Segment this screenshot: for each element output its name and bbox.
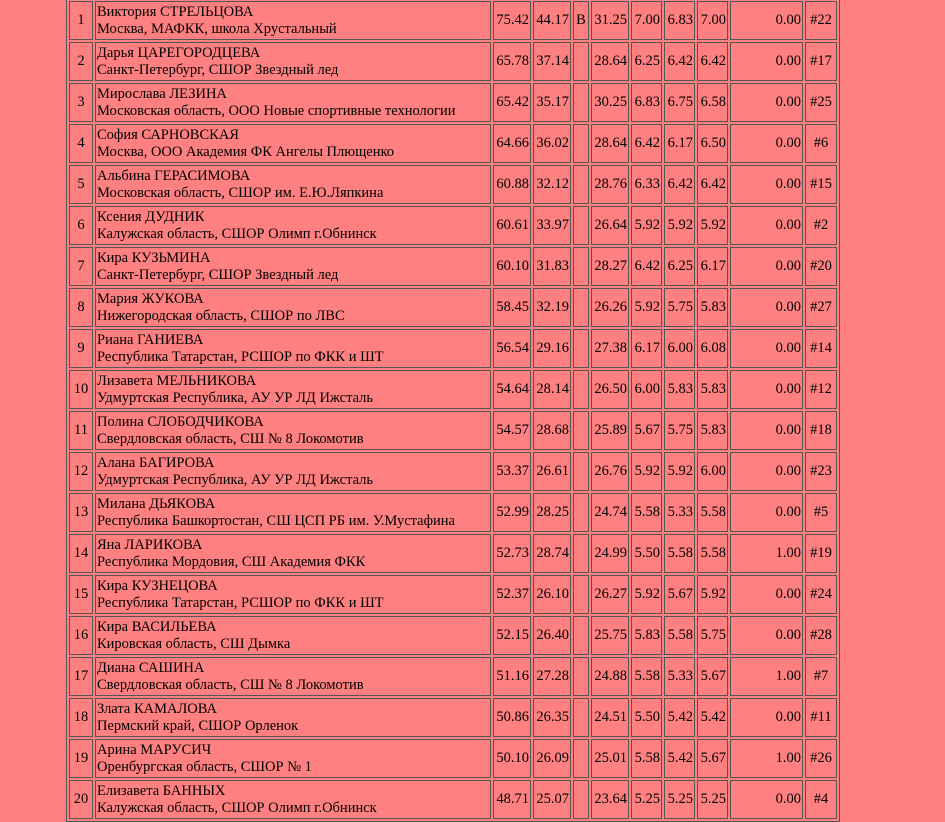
component-3-cell: 6.08 [697,329,728,368]
flag-cell [573,780,589,819]
skater-name: Яна ЛАРИКОВА [97,536,203,553]
element-score-cell: 32.19 [533,288,571,327]
place-cell: 4 [69,124,93,163]
element-score-cell: 31.83 [533,247,571,286]
component-3-cell: 5.67 [697,739,728,778]
component-1-cell: 6.17 [631,329,662,368]
start-number-cell: #24 [805,575,837,614]
table-row [69,616,837,655]
flag-cell [573,124,589,163]
total-score-cell: 58.45 [493,288,531,327]
skater-name: Кира ВАСИЛЬЕВА [97,618,217,635]
element-score-cell: 28.25 [533,493,571,532]
component-2-cell: 5.92 [664,206,695,245]
flag-cell [573,42,589,81]
skater-club: Калужская область, СШОР Олимп г.Обнинск [97,225,377,242]
skater-name: Виктория СТРЕЛЬЦОВА [97,3,254,20]
skater-club: Московская область, ООО Новые спортивные технологии [97,102,456,119]
skater-club: Удмуртская Республика, АУ УР ЛД Ижсталь [97,471,374,488]
skater-club: Республика Мордовия, СШ Академия ФКК [97,553,366,570]
skater-name: София САРНОВСКАЯ [97,126,239,143]
skater-cell [95,124,491,163]
skater-cell [95,452,491,491]
deductions-cell: 0.00 [730,370,803,409]
component-1-cell: 5.50 [631,698,662,737]
deductions-cell: 0.00 [730,42,803,81]
component-3-cell: 5.75 [697,616,728,655]
component-1-cell: 5.92 [631,452,662,491]
component-2-cell: 5.33 [664,493,695,532]
component-1-cell: 5.58 [631,493,662,532]
start-number-cell: #26 [805,739,837,778]
skater-cell [95,493,491,532]
component-2-cell: 6.25 [664,247,695,286]
component-score-cell: 27.38 [591,329,629,368]
deductions-cell: 1.00 [730,534,803,573]
table-row [69,780,837,819]
skater-cell [95,247,491,286]
deductions-cell: 0.00 [730,780,803,819]
component-3-cell: 5.92 [697,575,728,614]
place-cell: 18 [69,698,93,737]
start-number-cell: #2 [805,206,837,245]
flag-cell [573,452,589,491]
component-score-cell: 26.26 [591,288,629,327]
deductions-cell: 1.00 [730,739,803,778]
place-cell: 12 [69,452,93,491]
table-row [69,124,837,163]
start-number-cell: #12 [805,370,837,409]
flag-cell: B [573,1,589,40]
place-cell: 1 [69,1,93,40]
component-score-cell: 26.64 [591,206,629,245]
skater-cell [95,657,491,696]
skater-club: Республика Татарстан, РСШОР по ФКК и ШТ [97,594,384,611]
element-score-cell: 36.02 [533,124,571,163]
component-3-cell: 6.42 [697,42,728,81]
component-2-cell: 5.75 [664,288,695,327]
deductions-cell: 0.00 [730,83,803,122]
skater-name: Диана САШИНА [97,659,205,676]
start-number-cell: #11 [805,698,837,737]
deductions-cell: 1.00 [730,657,803,696]
skater-club: Москва, ООО Академия ФК Ангелы Плющенко [97,143,395,160]
table-row [69,83,837,122]
skater-cell [95,411,491,450]
component-score-cell: 28.76 [591,165,629,204]
flag-cell [573,83,589,122]
place-cell: 17 [69,657,93,696]
skater-cell [95,165,491,204]
start-number-cell: #27 [805,288,837,327]
skater-cell [95,206,491,245]
table-row [69,329,837,368]
component-score-cell: 23.64 [591,780,629,819]
deductions-cell: 0.00 [730,1,803,40]
total-score-cell: 51.16 [493,657,531,696]
place-cell: 20 [69,780,93,819]
place-cell: 5 [69,165,93,204]
table-row [69,206,837,245]
deductions-cell: 0.00 [730,288,803,327]
element-score-cell: 32.12 [533,165,571,204]
skater-club: Удмуртская Республика, АУ УР ЛД Ижсталь [97,389,374,406]
component-2-cell: 6.75 [664,83,695,122]
skater-club: Москва, МАФКК, школа Хрустальный [97,20,337,37]
component-1-cell: 6.42 [631,124,662,163]
component-1-cell: 6.00 [631,370,662,409]
start-number-cell: #15 [805,165,837,204]
skater-name: Риана ГАНИЕВА [97,331,204,348]
total-score-cell: 52.99 [493,493,531,532]
flag-cell [573,206,589,245]
total-score-cell: 60.10 [493,247,531,286]
skater-club: Московская область, СШОР им. Е.Ю.Ляпкина [97,184,384,201]
element-score-cell: 28.14 [533,370,571,409]
component-1-cell: 7.00 [631,1,662,40]
flag-cell [573,616,589,655]
total-score-cell: 54.64 [493,370,531,409]
table-row [69,1,837,40]
flag-cell [573,657,589,696]
total-score-cell: 50.10 [493,739,531,778]
component-2-cell: 5.92 [664,452,695,491]
skater-name: Полина СЛОБОДЧИКОВА [97,413,264,430]
component-3-cell: 6.00 [697,452,728,491]
flag-cell [573,165,589,204]
place-cell: 13 [69,493,93,532]
skater-name: Кира КУЗЬМИНА [97,249,211,266]
skater-cell [95,83,491,122]
component-3-cell: 5.83 [697,288,728,327]
start-number-cell: #25 [805,83,837,122]
component-1-cell: 5.92 [631,575,662,614]
start-number-cell: #4 [805,780,837,819]
start-number-cell: #5 [805,493,837,532]
total-score-cell: 75.42 [493,1,531,40]
component-3-cell: 6.17 [697,247,728,286]
component-2-cell: 5.33 [664,657,695,696]
total-score-cell: 52.37 [493,575,531,614]
element-score-cell: 35.17 [533,83,571,122]
start-number-cell: #19 [805,534,837,573]
flag-cell [573,493,589,532]
place-cell: 7 [69,247,93,286]
skater-name: Лизавета МЕЛЬНИКОВА [97,372,257,389]
component-1-cell: 5.83 [631,616,662,655]
component-score-cell: 26.50 [591,370,629,409]
skater-name: Злата КАМАЛОВА [97,700,217,717]
start-number-cell: #6 [805,124,837,163]
component-2-cell: 5.58 [664,534,695,573]
start-number-cell: #28 [805,616,837,655]
skater-cell [95,780,491,819]
component-1-cell: 5.67 [631,411,662,450]
skater-name: Мирослава ЛЕЗИНА [97,85,227,102]
component-2-cell: 5.83 [664,370,695,409]
component-1-cell: 5.92 [631,288,662,327]
element-score-cell: 28.68 [533,411,571,450]
flag-cell [573,575,589,614]
place-cell: 14 [69,534,93,573]
total-score-cell: 53.37 [493,452,531,491]
component-3-cell: 5.67 [697,657,728,696]
start-number-cell: #14 [805,329,837,368]
component-1-cell: 5.58 [631,739,662,778]
table-row [69,370,837,409]
skater-cell [95,288,491,327]
element-score-cell: 26.35 [533,698,571,737]
component-1-cell: 5.50 [631,534,662,573]
flag-cell [573,698,589,737]
total-score-cell: 52.73 [493,534,531,573]
skater-club: Калужская область, СШОР Олимп г.Обнинск [97,799,377,816]
flag-cell [573,329,589,368]
component-2-cell: 5.25 [664,780,695,819]
place-cell: 8 [69,288,93,327]
start-number-cell: #17 [805,42,837,81]
component-score-cell: 25.89 [591,411,629,450]
total-score-cell: 54.57 [493,411,531,450]
component-score-cell: 28.64 [591,124,629,163]
component-1-cell: 6.33 [631,165,662,204]
skater-cell [95,1,491,40]
component-score-cell: 28.27 [591,247,629,286]
component-2-cell: 6.42 [664,165,695,204]
component-score-cell: 24.51 [591,698,629,737]
skater-club: Свердловская область, СШ № 8 Локомотив [97,676,364,693]
component-score-cell: 26.27 [591,575,629,614]
deductions-cell: 0.00 [730,575,803,614]
total-score-cell: 48.71 [493,780,531,819]
skater-name: Дарья ЦАРЕГОРОДЦЕВА [97,44,261,61]
skater-club: Пермский край, СШОР Орленок [97,717,299,734]
component-3-cell: 6.58 [697,83,728,122]
deductions-cell: 0.00 [730,206,803,245]
skater-name: Мария ЖУКОВА [97,290,204,307]
component-1-cell: 6.42 [631,247,662,286]
start-number-cell: #18 [805,411,837,450]
total-score-cell: 56.54 [493,329,531,368]
component-score-cell: 25.01 [591,739,629,778]
component-2-cell: 6.17 [664,124,695,163]
component-3-cell: 5.58 [697,493,728,532]
component-1-cell: 6.83 [631,83,662,122]
place-cell: 6 [69,206,93,245]
place-cell: 19 [69,739,93,778]
component-1-cell: 5.92 [631,206,662,245]
component-2-cell: 5.75 [664,411,695,450]
skater-cell [95,534,491,573]
element-score-cell: 26.10 [533,575,571,614]
skater-cell [95,575,491,614]
flag-cell [573,288,589,327]
skater-club: Республика Татарстан, РСШОР по ФКК и ШТ [97,348,384,365]
table-row [69,534,837,573]
results-container [66,0,840,822]
place-cell: 16 [69,616,93,655]
skater-name: Кира КУЗНЕЦОВА [97,577,218,594]
component-score-cell: 24.99 [591,534,629,573]
component-score-cell: 24.88 [591,657,629,696]
skater-name: Милана ДЬЯКОВА [97,495,216,512]
table-row [69,698,837,737]
skater-name: Елизавета БАННЫХ [97,782,226,799]
table-row [69,739,837,778]
results-table-body [69,1,837,819]
deductions-cell: 0.00 [730,698,803,737]
component-3-cell: 7.00 [697,1,728,40]
place-cell: 15 [69,575,93,614]
skater-club: Оренбургская область, СШОР № 1 [97,758,312,775]
component-3-cell: 5.25 [697,780,728,819]
table-row [69,247,837,286]
total-score-cell: 65.78 [493,42,531,81]
table-row [69,288,837,327]
results-table [66,0,840,822]
component-score-cell: 31.25 [591,1,629,40]
flag-cell [573,370,589,409]
deductions-cell: 0.00 [730,493,803,532]
skater-name: Ксения ДУДНИК [97,208,205,225]
table-row [69,575,837,614]
element-score-cell: 28.74 [533,534,571,573]
skater-club: Нижегородская область, СШОР по ЛВС [97,307,345,324]
component-2-cell: 6.42 [664,42,695,81]
component-2-cell: 6.83 [664,1,695,40]
total-score-cell: 60.61 [493,206,531,245]
flag-cell [573,534,589,573]
element-score-cell: 26.09 [533,739,571,778]
component-2-cell: 6.00 [664,329,695,368]
component-2-cell: 5.42 [664,698,695,737]
deductions-cell: 0.00 [730,452,803,491]
skater-cell [95,329,491,368]
component-score-cell: 28.64 [591,42,629,81]
skater-cell [95,739,491,778]
start-number-cell: #7 [805,657,837,696]
start-number-cell: #20 [805,247,837,286]
component-score-cell: 25.75 [591,616,629,655]
component-2-cell: 5.58 [664,616,695,655]
skater-cell [95,698,491,737]
component-1-cell: 6.25 [631,42,662,81]
skater-cell [95,370,491,409]
flag-cell [573,411,589,450]
component-1-cell: 5.58 [631,657,662,696]
element-score-cell: 27.28 [533,657,571,696]
component-3-cell: 6.42 [697,165,728,204]
skater-name: Алана БАГИРОВА [97,454,215,471]
deductions-cell: 0.00 [730,247,803,286]
component-2-cell: 5.42 [664,739,695,778]
skater-club: Свердловская область, СШ № 8 Локомотив [97,430,364,447]
table-row [69,411,837,450]
skater-cell [95,42,491,81]
component-3-cell: 5.42 [697,698,728,737]
element-score-cell: 29.16 [533,329,571,368]
table-row [69,165,837,204]
deductions-cell: 0.00 [730,616,803,655]
component-3-cell: 6.50 [697,124,728,163]
component-3-cell: 5.58 [697,534,728,573]
element-score-cell: 44.17 [533,1,571,40]
flag-cell [573,247,589,286]
component-score-cell: 26.76 [591,452,629,491]
skater-name: Арина МАРУСИЧ [97,741,212,758]
skater-club: Кировская область, СШ Дымка [97,635,291,652]
skater-club: Санкт-Петербург, СШОР Звездный лед [97,61,339,78]
component-3-cell: 5.92 [697,206,728,245]
component-2-cell: 5.67 [664,575,695,614]
deductions-cell: 0.00 [730,411,803,450]
table-row [69,42,837,81]
table-row [69,657,837,696]
component-score-cell: 30.25 [591,83,629,122]
place-cell: 11 [69,411,93,450]
skater-cell [95,616,491,655]
total-score-cell: 60.88 [493,165,531,204]
total-score-cell: 50.86 [493,698,531,737]
deductions-cell: 0.00 [730,329,803,368]
component-3-cell: 5.83 [697,370,728,409]
skater-name: Альбина ГЕРАСИМОВА [97,167,251,184]
element-score-cell: 26.40 [533,616,571,655]
place-cell: 2 [69,42,93,81]
deductions-cell: 0.00 [730,165,803,204]
element-score-cell: 37.14 [533,42,571,81]
deductions-cell: 0.00 [730,124,803,163]
place-cell: 10 [69,370,93,409]
element-score-cell: 25.07 [533,780,571,819]
skater-club: Санкт-Петербург, СШОР Звездный лед [97,266,339,283]
table-row [69,493,837,532]
element-score-cell: 26.61 [533,452,571,491]
place-cell: 3 [69,83,93,122]
component-score-cell: 24.74 [591,493,629,532]
place-cell: 9 [69,329,93,368]
skater-club: Республика Башкортостан, СШ ЦСП РБ им. У.Мустафина [97,512,455,529]
total-score-cell: 64.66 [493,124,531,163]
element-score-cell: 33.97 [533,206,571,245]
table-row [69,452,837,491]
total-score-cell: 52.15 [493,616,531,655]
component-3-cell: 5.83 [697,411,728,450]
component-1-cell: 5.25 [631,780,662,819]
flag-cell [573,739,589,778]
start-number-cell: #22 [805,1,837,40]
start-number-cell: #23 [805,452,837,491]
total-score-cell: 65.42 [493,83,531,122]
